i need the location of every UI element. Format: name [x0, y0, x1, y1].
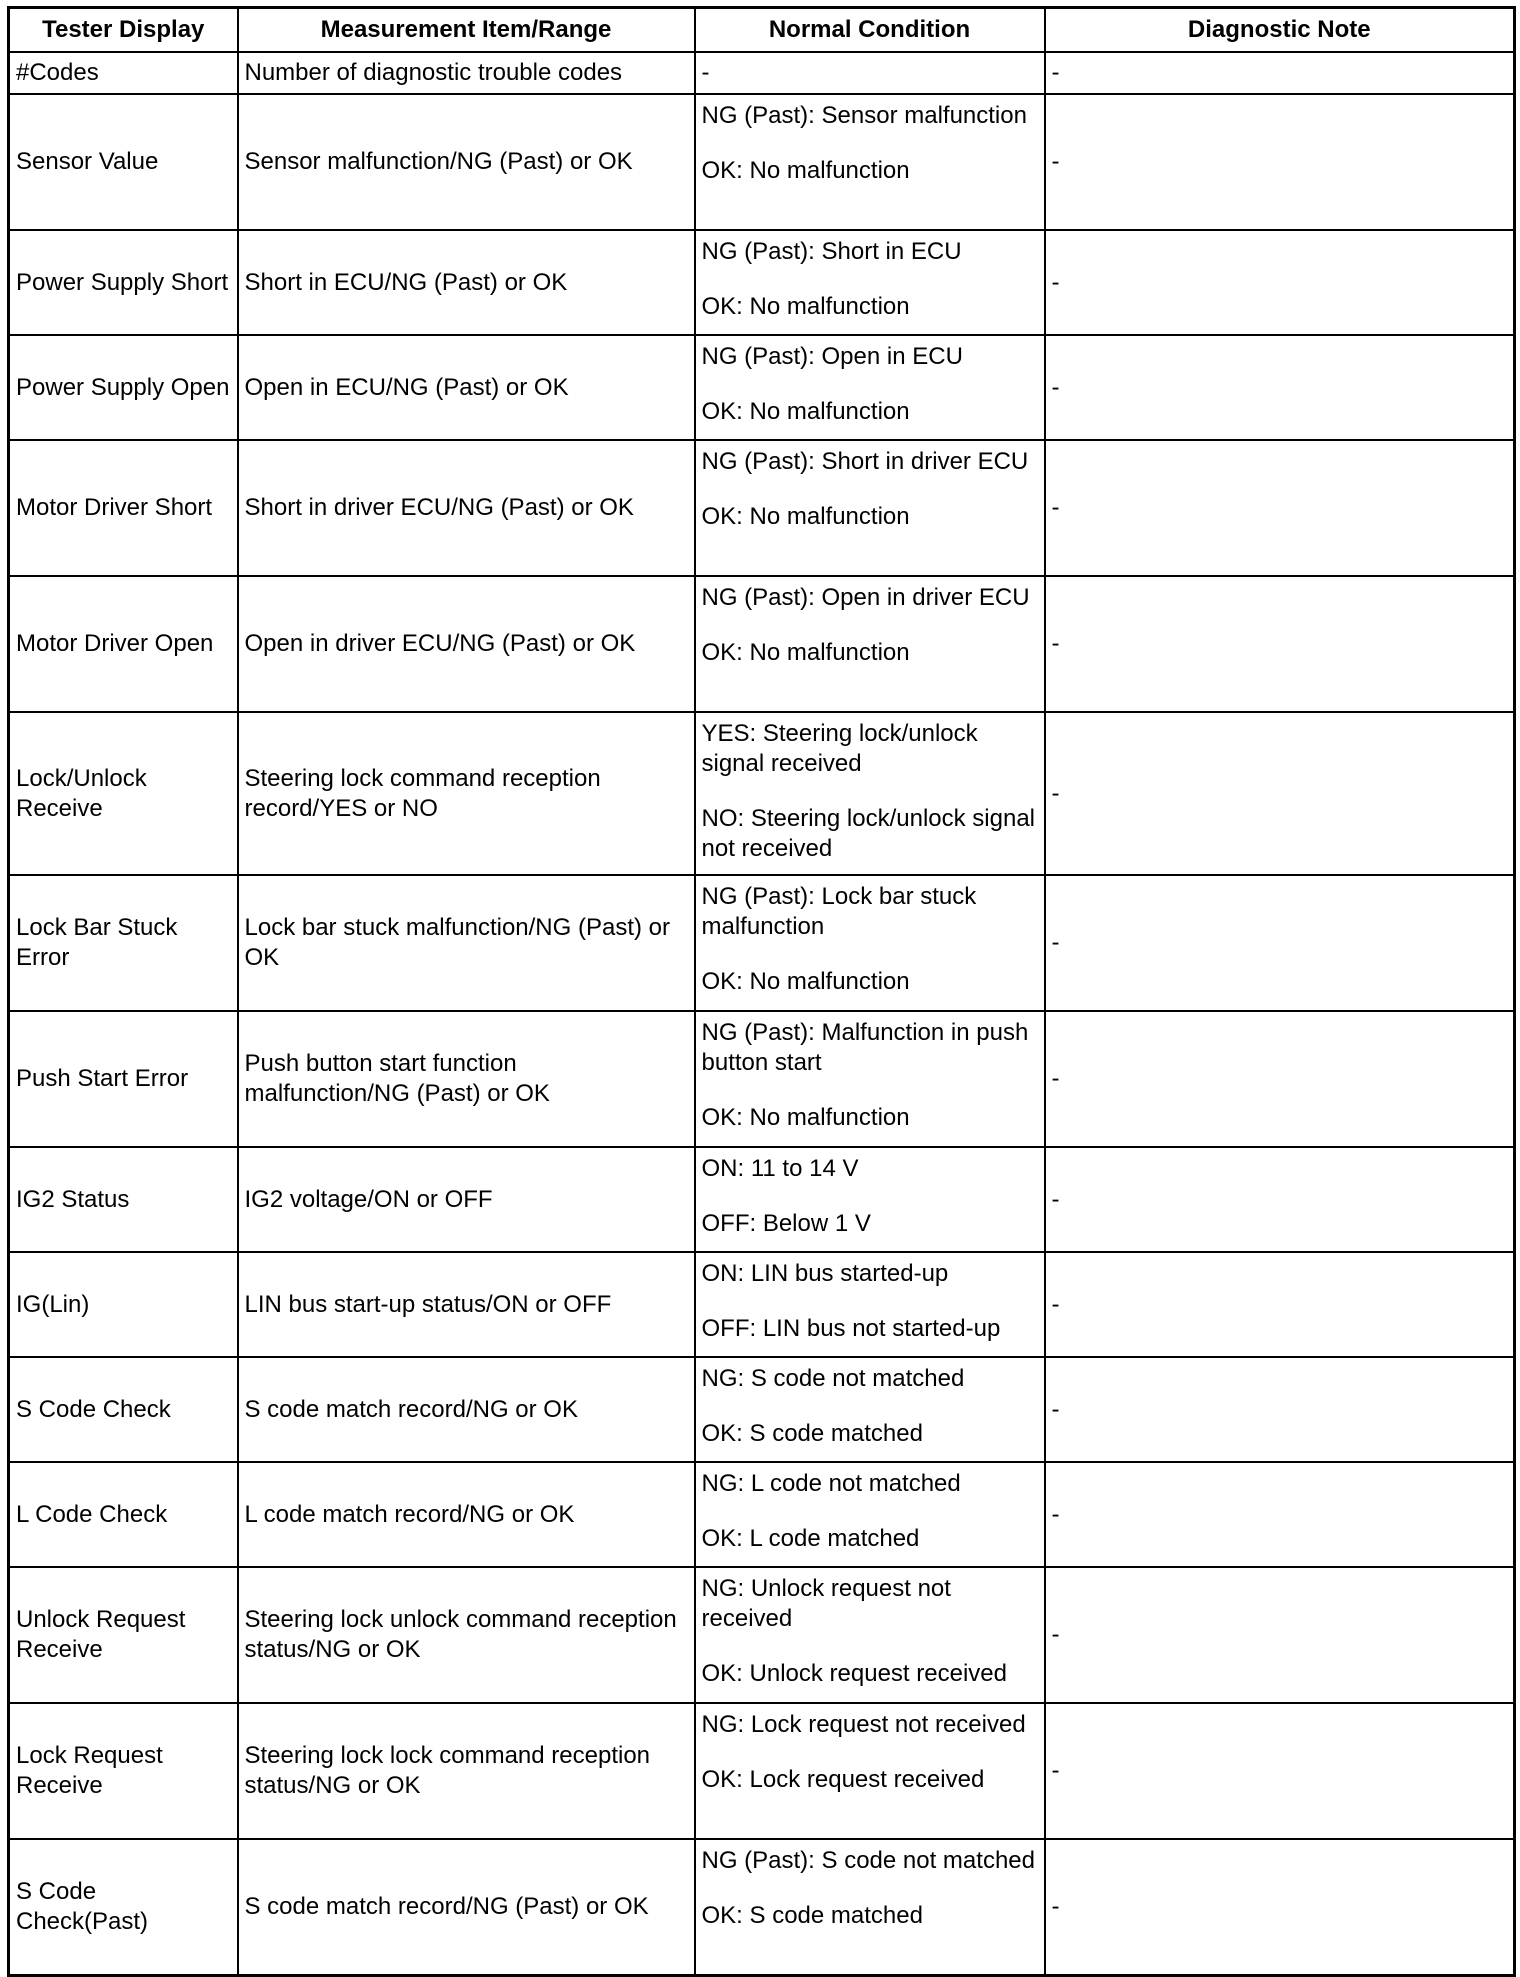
cell-measurement-range: Sensor malfunction/NG (Past) or OK: [238, 94, 695, 230]
condition-ng: NG: L code not matched: [701, 1470, 961, 1497]
condition-off: OFF: Below 1 V: [701, 1210, 871, 1237]
cell-diagnostic-note: -: [1045, 1839, 1515, 1976]
cell-tester-display: Lock Bar Stuck Error: [9, 875, 238, 1011]
cell-tester-display: Power Supply Short: [9, 230, 238, 335]
condition-ng: NG (Past): Open in ECU: [701, 343, 963, 370]
cell-measurement-range: Steering lock lock command reception status/NG or OK: [238, 1703, 695, 1839]
condition-ok: OK: No malfunction: [701, 639, 910, 666]
cell-tester-display: Motor Driver Short: [9, 440, 238, 576]
cell-measurement-range: L code match record/NG or OK: [238, 1462, 695, 1567]
cell-measurement-range: IG2 voltage/ON or OFF: [238, 1147, 695, 1252]
header-tester-display: Tester Display: [9, 8, 238, 53]
condition-ng: NG: Lock request not received: [701, 1711, 1026, 1738]
table-row: [9, 94, 1515, 230]
cell-normal-condition: [695, 1462, 1045, 1567]
cell-normal-condition: [695, 875, 1045, 1011]
cell-measurement-range: Number of diagnostic trouble codes: [238, 52, 695, 94]
cell-diagnostic-note: -: [1045, 1147, 1515, 1252]
condition-ng: NG (Past): S code not matched: [701, 1847, 1035, 1874]
cell-diagnostic-note: -: [1045, 1567, 1515, 1703]
condition-off: OFF: LIN bus not started-up: [701, 1315, 1001, 1342]
table-row: [9, 1357, 1515, 1462]
condition-ok: OK: No malfunction: [701, 157, 910, 184]
table-row: [9, 1252, 1515, 1357]
cell-measurement-range: Push button start function malfunction/NG (Past) or OK: [238, 1011, 695, 1147]
cell-measurement-range: S code match record/NG or OK: [238, 1357, 695, 1462]
cell-measurement-range: Lock bar stuck malfunction/NG (Past) or OK: [238, 875, 695, 1011]
cell-diagnostic-note: -: [1045, 335, 1515, 440]
cell-diagnostic-note: -: [1045, 94, 1515, 230]
condition-ok: OK: S code matched: [701, 1420, 923, 1447]
condition-ng: NG: Unlock request not received: [701, 1575, 951, 1632]
cell-normal-condition: [695, 335, 1045, 440]
cell-tester-display: Push Start Error: [9, 1011, 238, 1147]
condition-on: ON: LIN bus started-up: [701, 1260, 949, 1287]
cell-normal-condition: [695, 1252, 1045, 1357]
condition-ng: NG (Past): Short in ECU: [701, 238, 962, 265]
cell-tester-display: Power Supply Open: [9, 335, 238, 440]
header-diagnostic-note: Diagnostic Note: [1045, 8, 1515, 53]
condition-ng: NG (Past): Lock bar stuck malfunction: [701, 883, 977, 940]
table-row: [9, 1567, 1515, 1703]
condition-ok: OK: S code matched: [701, 1902, 923, 1929]
document-page: [7, 6, 1513, 1977]
cell-measurement-range: LIN bus start-up status/ON or OFF: [238, 1252, 695, 1357]
cell-tester-display: Motor Driver Open: [9, 576, 238, 712]
condition-ng: NG (Past): Sensor malfunction: [701, 102, 1027, 129]
cell-tester-display: Unlock Request Receive: [9, 1567, 238, 1703]
cell-diagnostic-note: -: [1045, 1252, 1515, 1357]
table-row: [9, 1147, 1515, 1252]
cell-diagnostic-note: -: [1045, 712, 1515, 875]
condition-no: NO: Steering lock/unlock signal not received: [701, 805, 1035, 862]
data-list-table: [7, 6, 1516, 1977]
cell-measurement-range: Steering lock command reception record/YES or NO: [238, 712, 695, 875]
table-row: [9, 335, 1515, 440]
cell-tester-display: S Code Check: [9, 1357, 238, 1462]
cell-tester-display: Sensor Value: [9, 94, 238, 230]
cell-normal-condition: [695, 1357, 1045, 1462]
table-row: [9, 440, 1515, 576]
condition-ng: NG: S code not matched: [701, 1365, 965, 1392]
cell-measurement-range: Short in ECU/NG (Past) or OK: [238, 230, 695, 335]
condition-ok: OK: L code matched: [701, 1525, 920, 1552]
cell-normal-condition: [695, 1147, 1045, 1252]
cell-normal-condition: -: [695, 52, 1045, 94]
cell-normal-condition: [695, 1567, 1045, 1703]
cell-normal-condition: [695, 1011, 1045, 1147]
condition-ok: OK: No malfunction: [701, 293, 910, 320]
header-normal-condition: Normal Condition: [695, 8, 1045, 53]
cell-tester-display: L Code Check: [9, 1462, 238, 1567]
cell-diagnostic-note: -: [1045, 230, 1515, 335]
table-header-row: [9, 8, 1515, 53]
cell-diagnostic-note: -: [1045, 1462, 1515, 1567]
cell-measurement-range: Open in driver ECU/NG (Past) or OK: [238, 576, 695, 712]
table-row: [9, 875, 1515, 1011]
condition-ok: OK: No malfunction: [701, 1104, 910, 1131]
cell-tester-display: S Code Check(Past): [9, 1839, 238, 1976]
table-row: [9, 1011, 1515, 1147]
cell-tester-display: Lock/Unlock Receive: [9, 712, 238, 875]
condition-ng: NG (Past): Open in driver ECU: [701, 584, 1030, 611]
cell-normal-condition: [695, 230, 1045, 335]
header-measurement-item: Measurement Item/Range: [238, 8, 695, 53]
table-row: [9, 52, 1515, 94]
cell-normal-condition: [695, 1703, 1045, 1839]
cell-tester-display: IG2 Status: [9, 1147, 238, 1252]
cell-measurement-range: Open in ECU/NG (Past) or OK: [238, 335, 695, 440]
condition-ok: OK: No malfunction: [701, 968, 910, 995]
cell-diagnostic-note: -: [1045, 875, 1515, 1011]
cell-normal-condition: [695, 1839, 1045, 1976]
cell-tester-display: #Codes: [9, 52, 238, 94]
table-row: [9, 1462, 1515, 1567]
cell-tester-display: IG(Lin): [9, 1252, 238, 1357]
condition-yes: YES: Steering lock/unlock signal received: [701, 720, 978, 777]
cell-diagnostic-note: -: [1045, 52, 1515, 94]
cell-diagnostic-note: -: [1045, 576, 1515, 712]
cell-normal-condition: [695, 576, 1045, 712]
cell-measurement-range: Steering lock unlock command reception status/NG or OK: [238, 1567, 695, 1703]
table-row: [9, 712, 1515, 875]
cell-tester-display: Lock Request Receive: [9, 1703, 238, 1839]
cell-measurement-range: Short in driver ECU/NG (Past) or OK: [238, 440, 695, 576]
cell-measurement-range: S code match record/NG (Past) or OK: [238, 1839, 695, 1976]
condition-ok: OK: Lock request received: [701, 1766, 985, 1793]
condition-ok: OK: No malfunction: [701, 503, 910, 530]
cell-normal-condition: [695, 94, 1045, 230]
cell-diagnostic-note: -: [1045, 440, 1515, 576]
condition-ok: OK: No malfunction: [701, 398, 910, 425]
cell-normal-condition: [695, 440, 1045, 576]
condition-ng: NG (Past): Malfunction in push button start: [701, 1019, 1029, 1076]
cell-diagnostic-note: -: [1045, 1011, 1515, 1147]
table-row: [9, 1839, 1515, 1976]
cell-normal-condition: [695, 712, 1045, 875]
table-row: [9, 1703, 1515, 1839]
condition-on: ON: 11 to 14 V: [701, 1155, 859, 1182]
cell-diagnostic-note: -: [1045, 1357, 1515, 1462]
condition-ok: OK: Unlock request received: [701, 1660, 1007, 1687]
table-row: [9, 230, 1515, 335]
table-row: [9, 576, 1515, 712]
condition-ng: NG (Past): Short in driver ECU: [701, 448, 1029, 475]
cell-diagnostic-note: -: [1045, 1703, 1515, 1839]
